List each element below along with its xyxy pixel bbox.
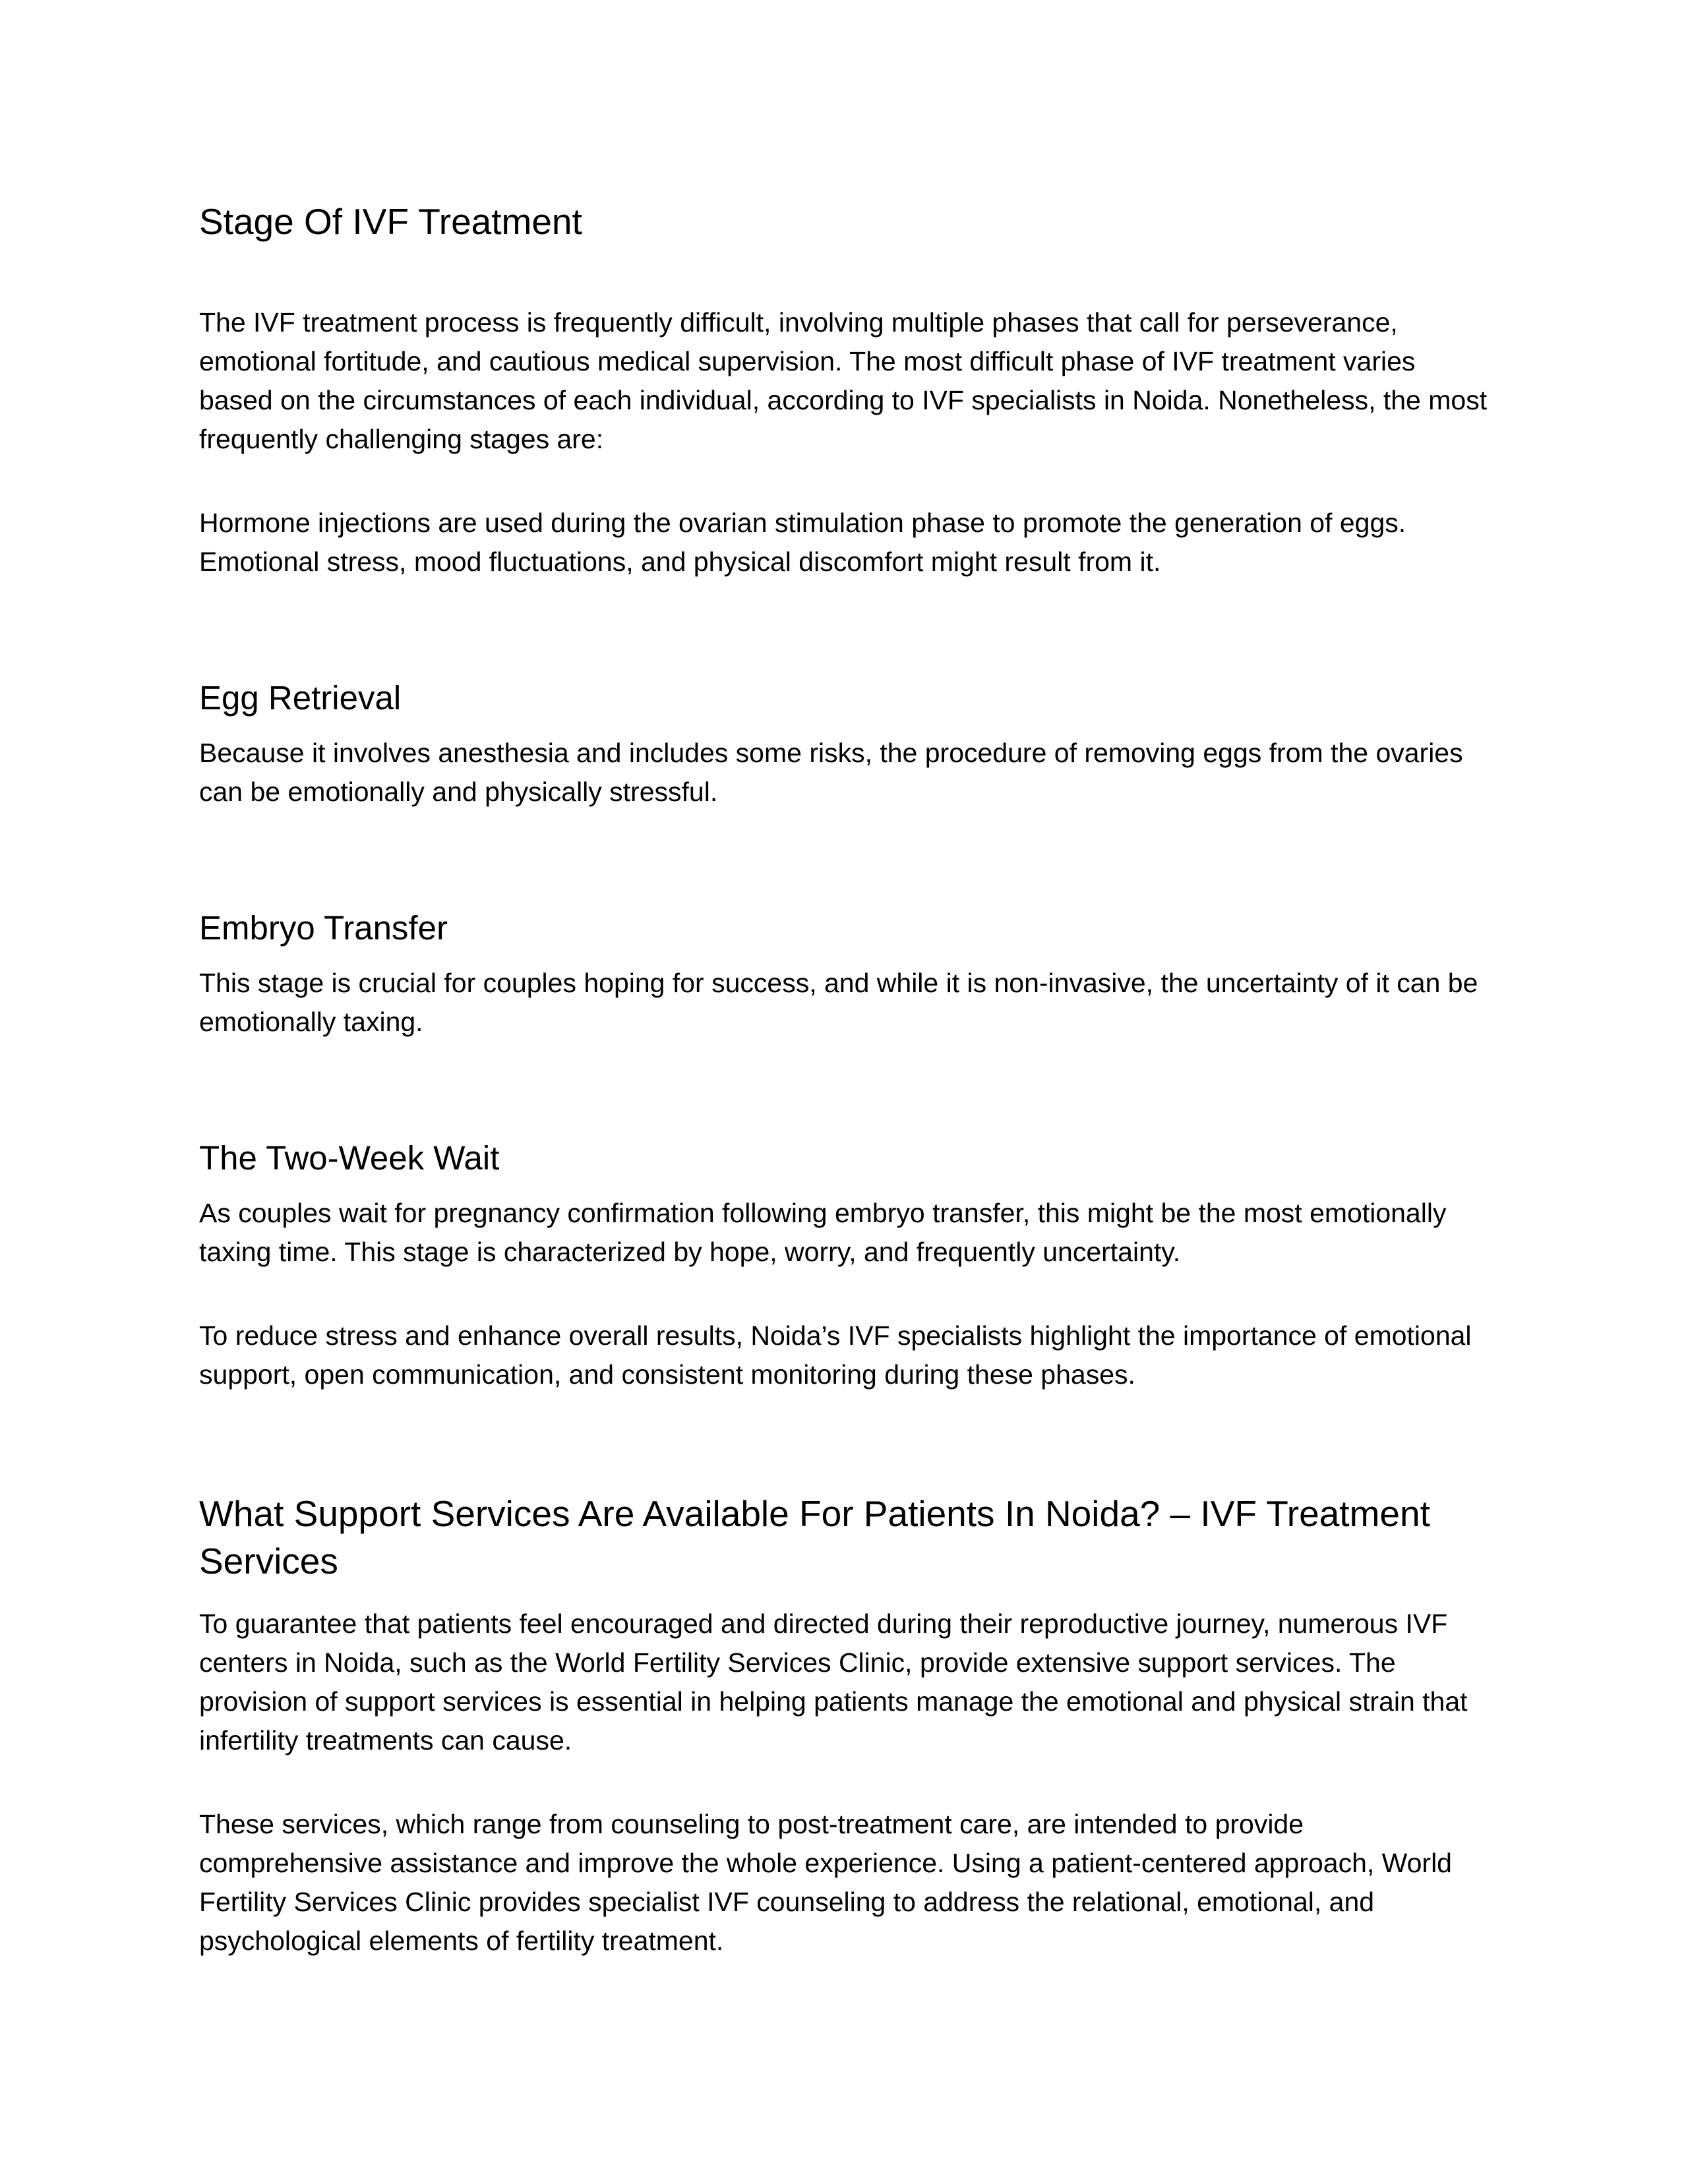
heading-stage-of-ivf-treatment: Stage Of IVF Treatment <box>199 201 582 242</box>
paragraph-two-week-wait: As couples wait for pregnancy confirmation following embryo transfer, this might be the most emotionally taxing time. This stage is characterized by hope, worry, and frequently uncertainty. <box>199 1198 1447 1267</box>
paragraph-egg-retrieval: Because it involves anesthesia and includes some risks, the procedure of removing eggs from the ovaries can be emotionally and physically stressful. <box>199 738 1463 807</box>
paragraph-hormone-injections: Hormone injections are used during the ovarian stimulation phase to promote the generation of eggs. Emotional stress, mood fluctuations, and physical discomfort might result from it. <box>199 508 1406 577</box>
paragraph-support-services-detail: These services, which range from counseling to post-treatment care, are intended to provide comprehensive assistance and improve the whole experience. Using a patient-centered approach, World Fertility Services Clinic provides specialist IVF counseling to address the relational, emotional, and psychological elements of fertility treatment. <box>199 1809 1452 1956</box>
paragraph-ivf-process-intro: The IVF treatment process is frequently difficult, involving multiple phases that call for perseverance, emotional fortitude, and cautious medical supervision. The most difficult phase of IVF treatment varies based on the circumstances of each individual, according to IVF specialists in Noida. Nonetheless, the most frequently challenging stages are: <box>199 307 1488 454</box>
heading-support-services: What Support Services Are Available For Patients In Noida? – IVF Treatment Services <box>199 1493 1430 1581</box>
heading-egg-retrieval: Egg Retrieval <box>199 679 402 717</box>
paragraph-embryo-transfer: This stage is crucial for couples hoping for success, and while it is non-invasive, the uncertainty of it can be emotionally taxing. <box>199 968 1478 1037</box>
heading-two-week-wait: The Two-Week Wait <box>199 1139 500 1177</box>
paragraph-support-services-intro: To guarantee that patients feel encouraged and directed during their reproductive journey, numerous IVF centers in Noida, such as the World Fertility Services Clinic, provide extensive support services. The provision of support services is essential in helping patients manage the emotional and physical strain that infertility treatments can cause. <box>199 1608 1468 1756</box>
heading-embryo-transfer: Embryo Transfer <box>199 909 448 947</box>
paragraph-reduce-stress: To reduce stress and enhance overall results, Noida’s IVF specialists highlight the importance of emotional support, open communication, and consistent monitoring during these phases. <box>199 1320 1472 1390</box>
